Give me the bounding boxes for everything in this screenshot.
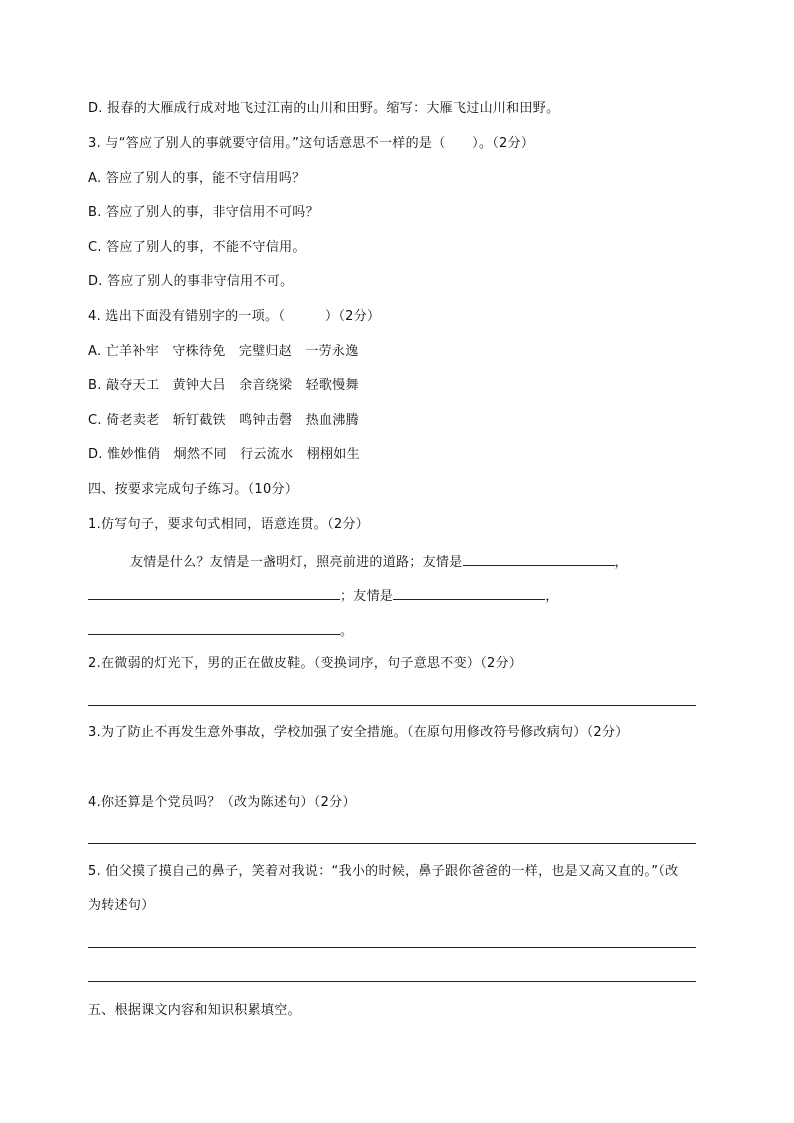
- imitation-line-3: [88, 620, 353, 641]
- imitation-line-2: [88, 585, 559, 606]
- answer-blank-1[interactable]: [463, 551, 615, 566]
- imitation-line-1: [130, 551, 628, 572]
- question-3-option-b: B. 答应了别人的事，非守信用不可吗？: [88, 205, 319, 220]
- question-4-option-d: D. 惟妙惟俏 炯然不同 行云流水 栩栩如生: [88, 447, 360, 462]
- question-4-stem: 4. 选出下面没有错别字的一项。（ ）（2分）: [88, 309, 381, 324]
- answer-blank-4[interactable]: [88, 620, 340, 635]
- comma-1: ，: [614, 555, 628, 570]
- imitation-prompt-text: 友情是什么？友情是一盏明灯，照亮前进的道路；友情是: [130, 555, 463, 570]
- sub-question-5-stem-line2: 为转述句）: [88, 898, 155, 913]
- question-3-option-c: C. 答应了别人的事，不能不守信用。: [88, 240, 306, 255]
- section-5-heading: 五、根据课文内容和知识积累填空。: [88, 1003, 301, 1018]
- question-3-option-d: D. 答应了别人的事非守信用不可。: [88, 274, 294, 289]
- sub-question-4-stem: 4.你还算是个党员吗？（改为陈述句）（2分）: [88, 795, 356, 810]
- answer-line-q5-2[interactable]: [88, 981, 696, 982]
- sub-question-2-stem: 2.在微弱的灯光下，男的正在做皮鞋。（变换词序，句子意思不变）（2分）: [88, 656, 523, 671]
- answer-blank-2[interactable]: [88, 585, 340, 600]
- answer-line-q4[interactable]: [88, 843, 696, 844]
- question-4-option-a: A. 亡羊补牢 守株待免 完璧归赵 一劳永逸: [88, 344, 359, 359]
- period-mark: 。: [340, 624, 354, 639]
- sub-question-1-stem: 1.仿写句子，要求句式相同，语意连贯。（2分）: [88, 517, 370, 532]
- question-4-option-b: B. 敲夺天工 黄钟大吕 余音绕梁 轻歌慢舞: [88, 378, 359, 393]
- option-d-abbreviation: D. 报春的大雁成行成对地飞过江南的山川和田野。缩写：大雁飞过山川和田野。: [88, 101, 560, 116]
- question-3-stem: 3. 与“答应了别人的事就要守信用。”这句话意思不一样的是（ ）。（2分）: [88, 136, 535, 151]
- question-4-option-c: C. 倚老卖老 斩钉截铁 鸣钟击磬 热血沸腾: [88, 413, 359, 428]
- question-3-option-a: A. 答应了别人的事，能不守信用吗？: [88, 171, 306, 186]
- imitation-mid-text: ；友情是: [340, 589, 394, 604]
- comma-2: ，: [545, 589, 559, 604]
- sub-question-5-stem-line1: 5. 伯父摸了摸自己的鼻子，笑着对我说：“我小的时候，鼻子跟你爸爸的一样，也是又高又直的。”（改: [88, 864, 679, 879]
- answer-line-q2[interactable]: [88, 705, 696, 706]
- section-4-heading: 四、按要求完成句子练习。（10分）: [88, 482, 299, 497]
- answer-blank-3[interactable]: [393, 585, 545, 600]
- sub-question-3-stem: 3.为了防止不再发生意外事故，学校加强了安全措施。（在原句用修改符号修改病句）（2分）: [88, 725, 629, 740]
- answer-line-q5-1[interactable]: [88, 947, 696, 948]
